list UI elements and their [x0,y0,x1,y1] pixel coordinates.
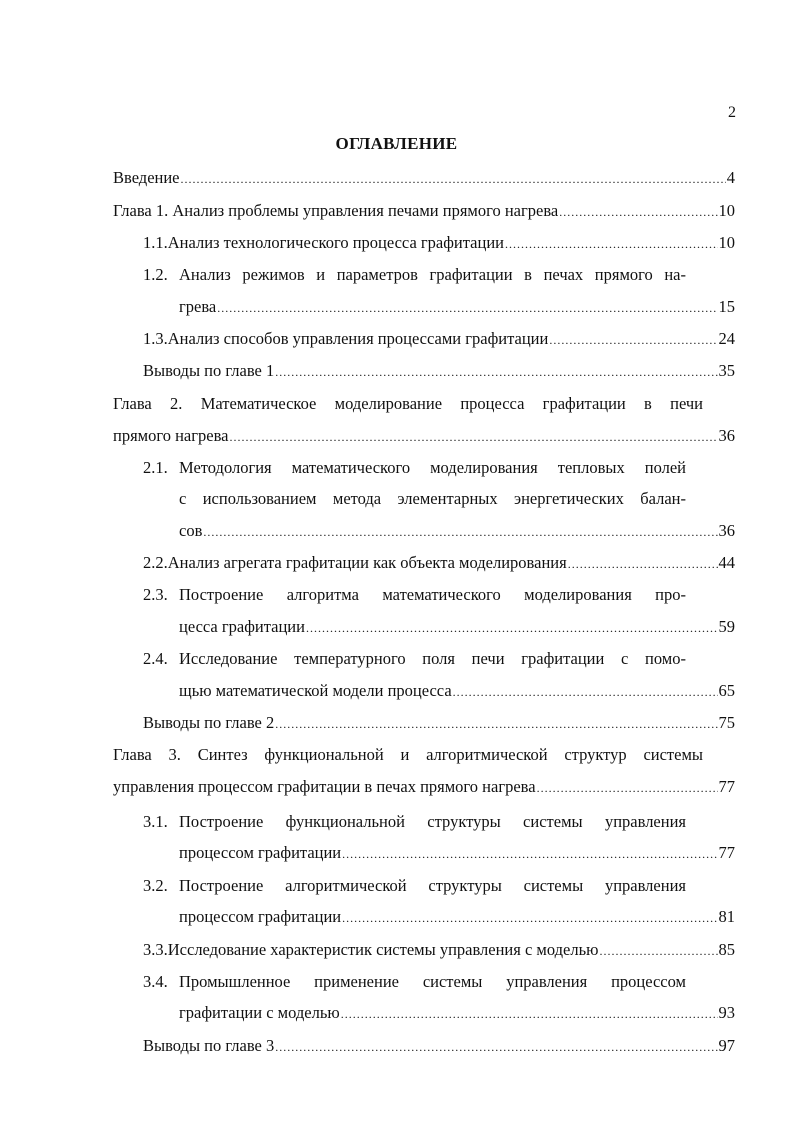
toc-entry-text: Выводы по главе 3 [143,1036,275,1055]
toc-entry-chapter-2: Глава 2. Математическое моделирование процесса графитации в печи [113,394,703,413]
toc-entry-text: Введение [113,168,180,187]
toc-section-number: 1.1. [143,233,168,252]
toc-section-number: 1.3. [143,329,168,348]
toc-entry-text: Анализ способов управления процессами графитации [167,329,549,348]
toc-entry-text: сов [179,521,203,540]
toc-entry-text: Анализ режимов и параметров графитации в печах прямого на- [179,265,686,284]
toc-entry-section-2-4-continuation [179,681,735,703]
toc-entry-text: цесса графитации [179,617,305,636]
toc-entry-page: 77 [718,777,735,796]
toc-entry-text: Методология математического моделирования тепловых полей [179,458,686,477]
toc-entry-section-2-1-continuation [179,521,735,543]
toc-entry-page: 65 [718,681,735,700]
toc-section-number: 3.4. [143,972,168,991]
toc-entry-section-1-2 [143,265,686,287]
toc-entry-text: Исследование характеристик системы управления с моделью [167,940,599,959]
toc-entry-page: 4 [726,168,735,187]
toc-entry-section-3-4 [143,972,686,994]
toc-section-number: 3.3. [143,940,168,959]
toc-section-number: 2.1. [143,458,168,477]
toc-entry-section-2-2 [143,553,735,575]
toc-entry-text: Построение алгоритмической структуры системы управления [179,876,686,895]
toc-entry-section-3-1-continuation [179,843,735,865]
toc-entry-text: Глава 1. Анализ проблемы управления печами прямого нагрева [113,201,559,220]
toc-entry-page: 85 [718,940,735,959]
toc-entry-text: графитации с моделью [179,1003,340,1022]
toc-entry-text: Исследование температурного поля печи графитации с помо- [179,649,686,668]
toc-section-number: 2.4. [143,649,168,668]
toc-entry-conclusions-3 [143,1036,735,1058]
toc-entry-text: Промышленное применение системы управления процессом [179,972,686,991]
toc-entry-text: грева [179,297,217,316]
toc-entry-page: 97 [718,1036,735,1055]
page-number: 2 [728,104,736,121]
toc-section-number: 3.1. [143,812,168,831]
toc-entry-section-2-4 [143,649,686,671]
toc-entry-text: Анализ технологического процесса графитации [167,233,504,252]
toc-entry-section-3-2-continuation [179,907,735,929]
toc-entry-page: 75 [718,713,735,732]
toc-entry-section-2-3 [143,585,686,607]
toc-section-number: 1.2. [143,265,168,284]
toc-entry-text: Выводы по главе 2 [143,713,275,732]
toc-entry-page: 15 [718,297,735,316]
toc-entry-chapter-2-continuation [113,426,735,448]
toc-section-number: 2.3. [143,585,168,604]
toc-entry-text: процессом графитации [179,907,342,926]
toc-entry-section-2-3-continuation [179,617,735,639]
toc-entry-section-3-2 [143,876,686,898]
toc-entry-page: 36 [718,426,735,445]
toc-entry-chapter-3: Глава 3. Синтез функциональной и алгоритмической структур системы [113,745,703,764]
toc-entry-text: щью математической модели процесса [179,681,452,700]
toc-entry-text: процессом графитации [179,843,342,862]
toc-entry-text: Выводы по главе 1 [143,361,275,380]
toc-entry-section-1-2-continuation [179,297,735,319]
toc-entry-section-2-1-line-2: с использованием метода элементарных энергетических балан- [179,489,686,508]
toc-entry-chapter-1 [113,201,735,223]
toc-entry-introduction [113,168,735,190]
toc-entry-text: управления процессом графитации в печах прямого нагрева [113,777,536,796]
toc-entry-section-3-1 [143,812,686,834]
toc-entry-text: Построение алгоритма математического моделирования про- [179,585,686,604]
toc-entry-chapter-3-continuation [113,777,735,799]
toc-entry-section-3-3 [143,940,735,962]
toc-entry-text: Построение функциональной структуры системы управления [179,812,686,831]
toc-entry-text: прямого нагрева [113,426,229,445]
toc-entry-conclusions-2 [143,713,735,735]
toc-entry-page: 10 [718,233,735,252]
toc-entry-conclusions-1 [143,361,735,383]
toc-entry-section-3-4-continuation [179,1003,735,1025]
toc-entry-section-2-1 [143,458,686,480]
toc-entry-page: 93 [718,1003,735,1022]
toc-section-number: 2.2. [143,553,168,572]
toc-entry-page: 77 [718,843,735,862]
toc-entry-text: Анализ агрегата графитации как объекта моделирования [167,553,567,572]
toc-entry-page: 44 [718,553,735,572]
toc-entry-page: 35 [718,361,735,380]
toc-entry-page: 36 [718,521,735,540]
page-title: ОГЛАВЛЕНИЕ [335,134,458,153]
toc-entry-page: 10 [718,201,735,220]
toc-entry-page: 81 [718,907,735,926]
toc-entry-section-1-3 [143,329,735,351]
toc-entry-page: 59 [718,617,735,636]
toc-entry-page: 24 [718,329,735,348]
toc-section-number: 3.2. [143,876,168,895]
toc-entry-section-1-1 [143,233,735,255]
